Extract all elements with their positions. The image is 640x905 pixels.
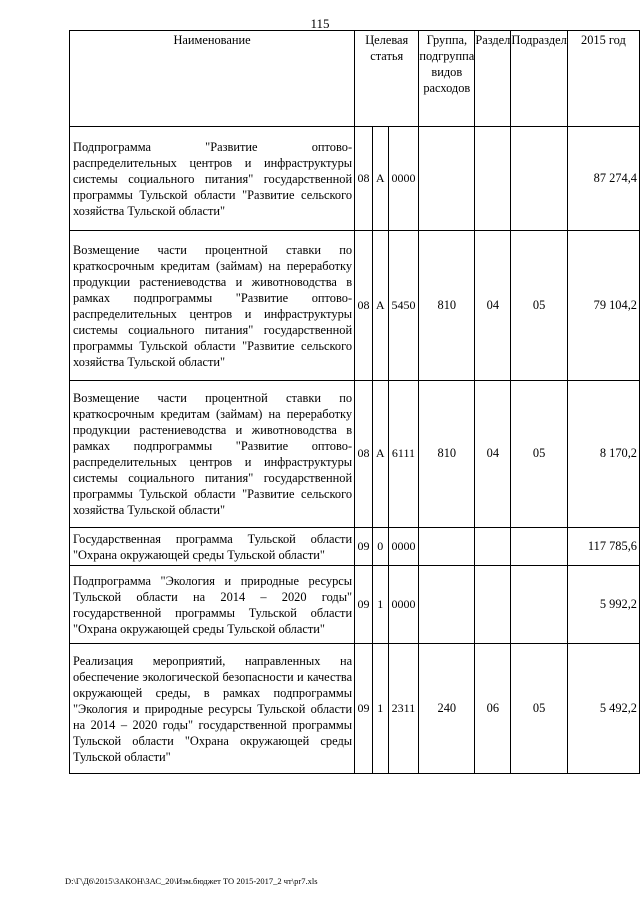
row-subsection: 05 [511, 644, 567, 774]
row-amount: 5 992,2 [567, 566, 639, 644]
row-code-program: 09 [355, 644, 373, 774]
row-name: Реализация мероприятий, направленных на обеспечение экологической безопасности и качества окружающей среды, в рамках подпрограммы "Экология и природные ресурсы Тульской области на 2014 – 2020 годы" государственной программы Тульской области "Охрана окружающей среды Тульской области" [70, 644, 355, 774]
row-subsection [511, 528, 567, 566]
header-subsection: Подраздел [511, 31, 567, 127]
row-code-program: 08 [355, 381, 373, 528]
row-amount: 87 274,4 [567, 127, 639, 231]
row-code-direction: 2311 [388, 644, 419, 774]
header-name: Наименование [70, 31, 355, 127]
row-amount: 5 492,2 [567, 644, 639, 774]
table-row [70, 381, 640, 528]
row-group: 810 [419, 381, 475, 528]
row-amount: 79 104,2 [567, 231, 639, 381]
row-group [419, 528, 475, 566]
budget-table [69, 30, 640, 774]
row-section: 04 [475, 231, 511, 381]
row-subsection: 05 [511, 381, 567, 528]
row-name: Подпрограмма "Развитие оптово-распределительных центров и инфраструктуры системы социального питания" государственной программы Тульской области "Развитие сельского хозяйства Тульской области" [70, 127, 355, 231]
file-path-footer: D:\Г\Д6\2015\ЗАКОН\ЗАС_20\Изм.бюджет ТО 2015-2017_2 чт\pr7.xls [65, 876, 318, 886]
row-code-subprogram: 1 [372, 566, 388, 644]
row-subsection: 05 [511, 231, 567, 381]
row-group [419, 127, 475, 231]
table-row [70, 231, 640, 381]
row-code-subprogram: 1 [372, 644, 388, 774]
row-subsection [511, 127, 567, 231]
row-code-direction: 6111 [388, 381, 419, 528]
row-subsection [511, 566, 567, 644]
row-code-direction: 0000 [388, 528, 419, 566]
row-code-program: 08 [355, 231, 373, 381]
row-code-subprogram: 0 [372, 528, 388, 566]
table-row [70, 566, 640, 644]
table-row [70, 644, 640, 774]
row-code-direction: 0000 [388, 127, 419, 231]
row-section [475, 127, 511, 231]
row-name: Подпрограмма "Экология и природные ресурсы Тульской области на 2014 – 2020 годы" государственной программы Тульской области "Охрана окружающей среды Тульской области" [70, 566, 355, 644]
row-name: Государственная программа Тульской области "Охрана окружающей среды Тульской области" [70, 528, 355, 566]
header-group: Группа, подгруппа видов расходов [419, 31, 475, 127]
row-section: 06 [475, 644, 511, 774]
table-row [70, 127, 640, 231]
row-amount: 117 785,6 [567, 528, 639, 566]
header-year: 2015 год [567, 31, 639, 127]
row-code-program: 09 [355, 566, 373, 644]
table-row [70, 528, 640, 566]
row-section [475, 566, 511, 644]
row-section [475, 528, 511, 566]
header-section: Раздел [475, 31, 511, 127]
row-group: 810 [419, 231, 475, 381]
header-target-article: Целевая статья [355, 31, 419, 127]
row-code-subprogram: А [372, 231, 388, 381]
row-group [419, 566, 475, 644]
table-header-row [70, 31, 640, 127]
row-code-subprogram: А [372, 127, 388, 231]
page-number: 115 [310, 16, 330, 31]
row-group: 240 [419, 644, 475, 774]
row-code-direction: 5450 [388, 231, 419, 381]
row-amount: 8 170,2 [567, 381, 639, 528]
row-name: Возмещение части процентной ставки по краткосрочным кредитам (займам) на переработку продукции растениеводства и животноводства в рамках подпрограммы "Развитие оптово-распределительных центров и инфраструктуры системы социального питания" государственной программы Тульской области "Развитие сельского хозяйства Тульской области" [70, 231, 355, 381]
row-name: Возмещение части процентной ставки по краткосрочным кредитам (займам) на переработку продукции растениеводства и животноводства в рамках подпрограммы "Развитие оптово-распределительных центров и инфраструктуры системы социального питания" государственной программы Тульской области "Развитие сельского хозяйства Тульской области" [70, 381, 355, 528]
row-code-program: 09 [355, 528, 373, 566]
row-section: 04 [475, 381, 511, 528]
row-code-program: 08 [355, 127, 373, 231]
row-code-direction: 0000 [388, 566, 419, 644]
row-code-subprogram: А [372, 381, 388, 528]
